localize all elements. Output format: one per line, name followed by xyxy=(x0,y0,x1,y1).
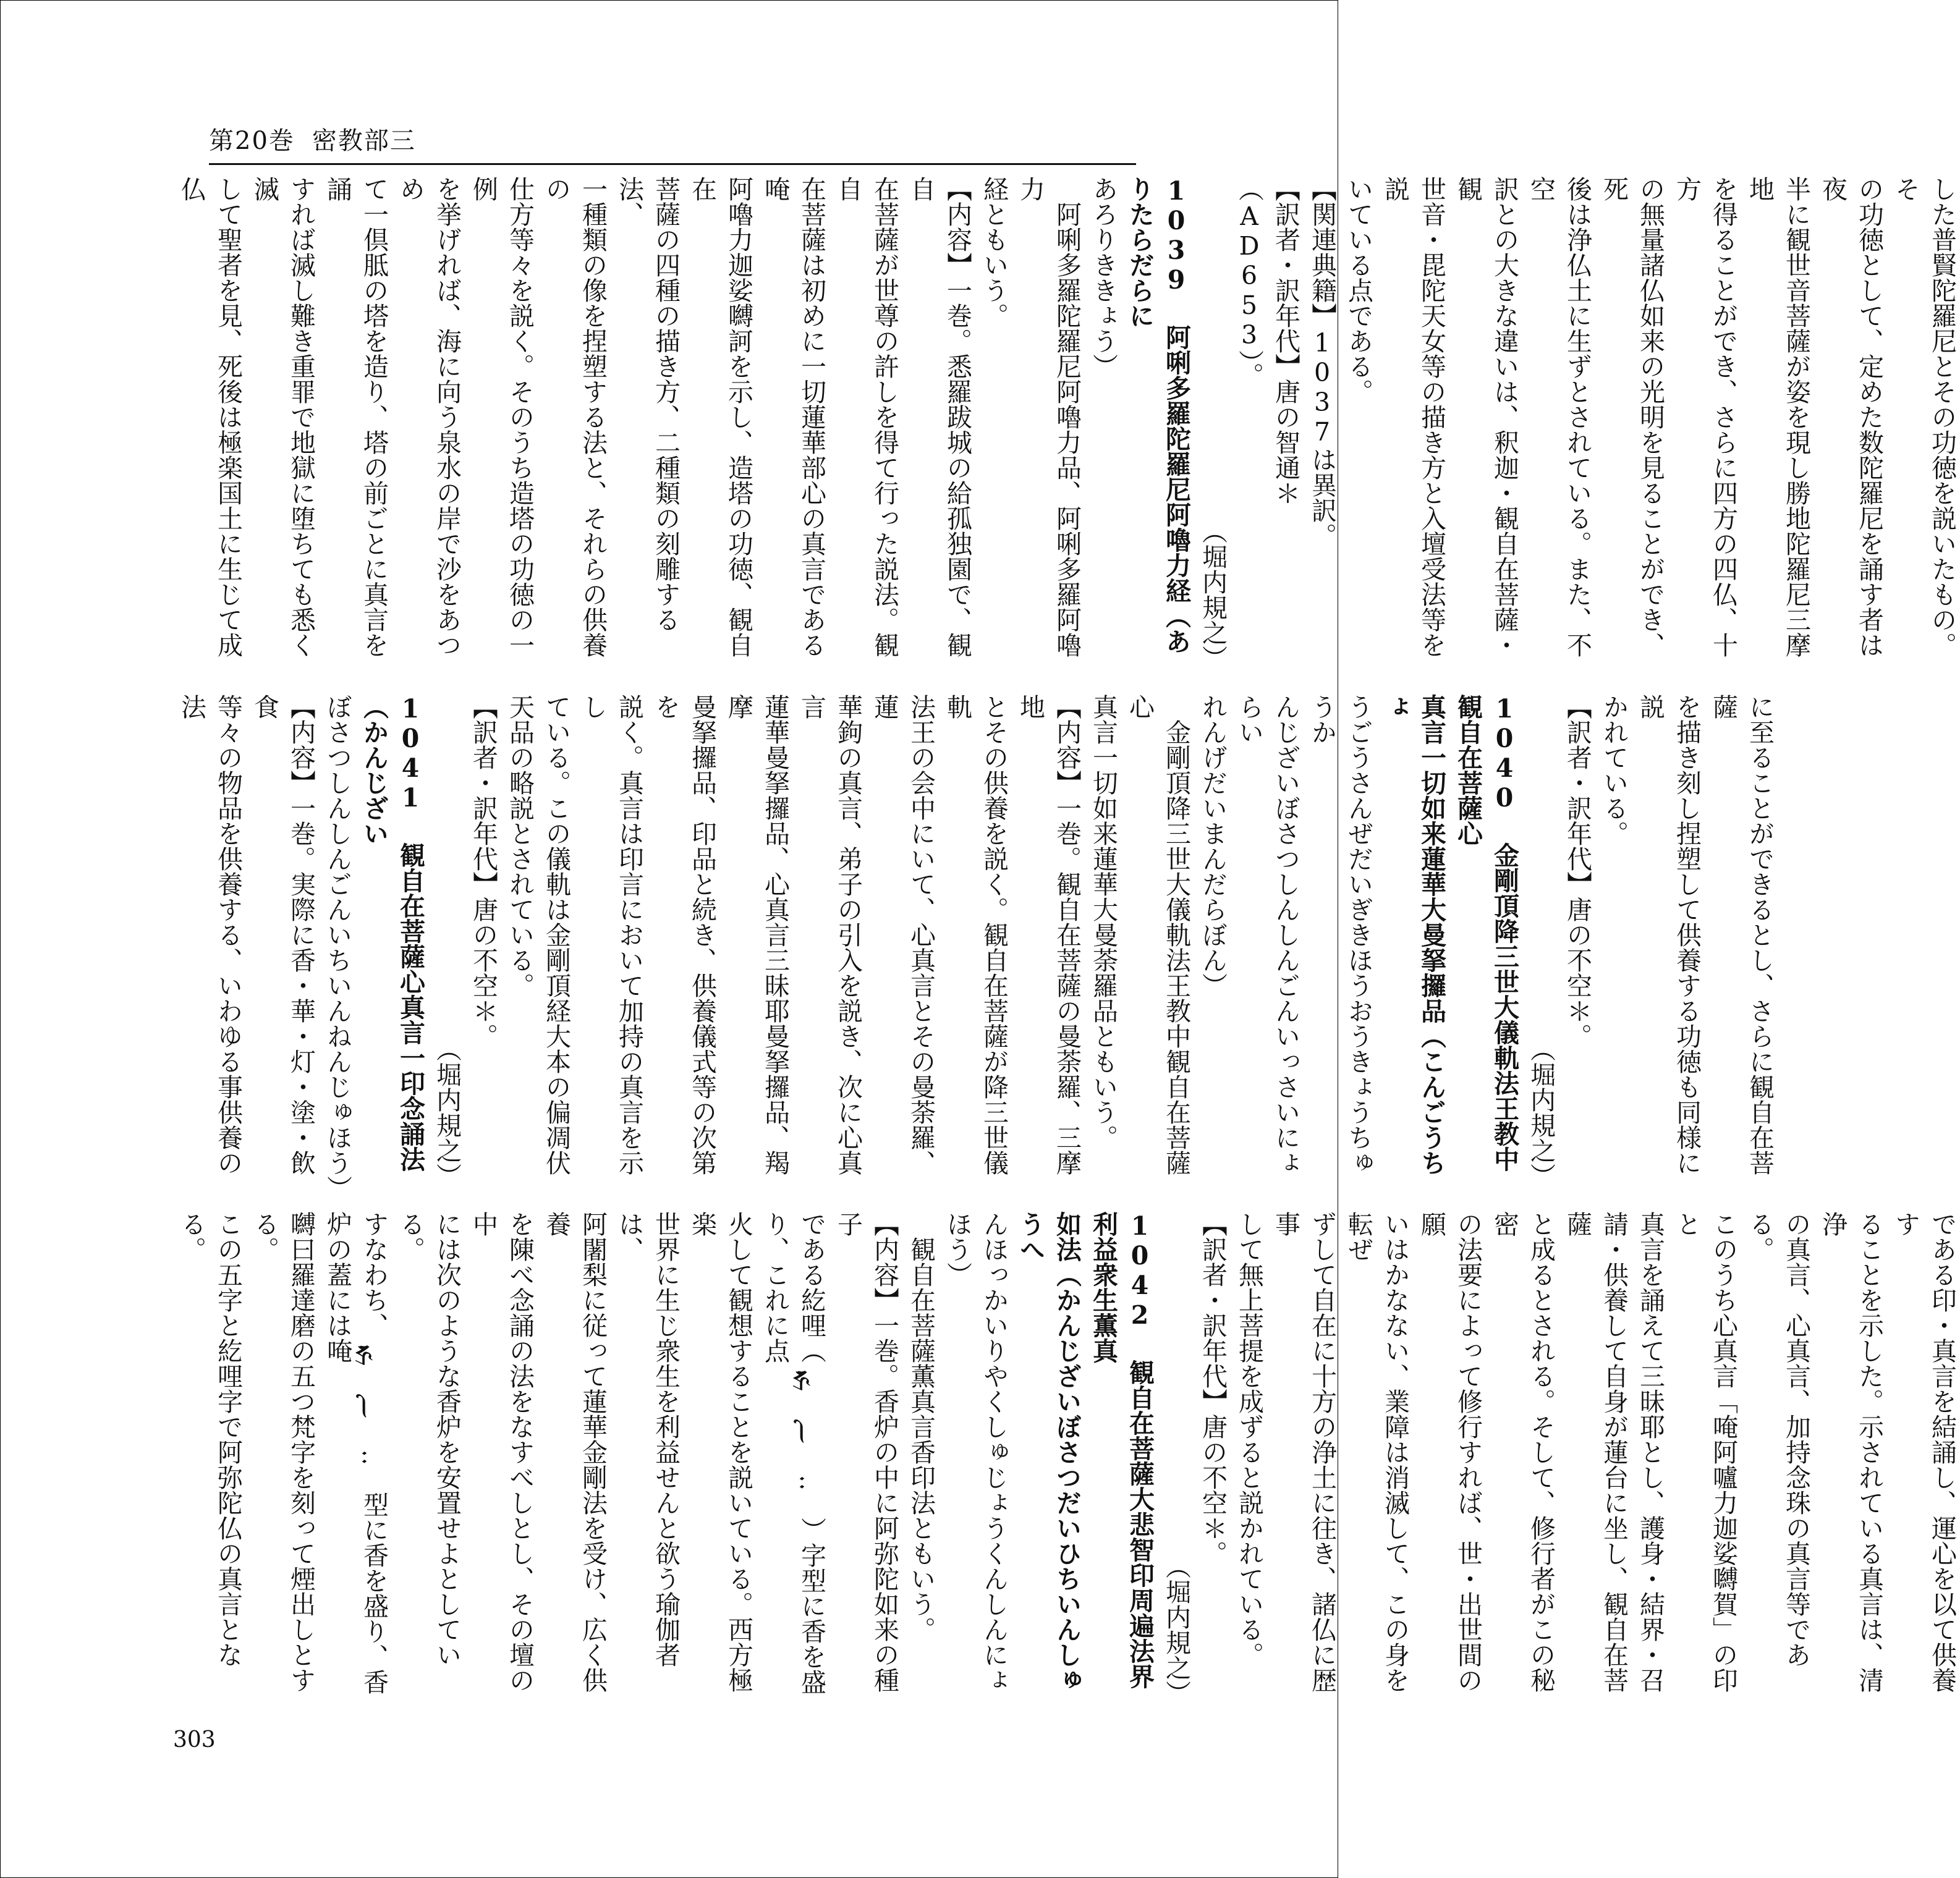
text-band-3 xyxy=(173,1211,1957,1706)
line: 真言一切如来蓮華大曼荼羅品ともいう。 xyxy=(1088,694,1118,1150)
line: いはかなない、業障は消滅して、この身を転ぜ xyxy=(1344,1211,1410,1693)
line: いている点である。 xyxy=(1344,176,1373,404)
band-3-text xyxy=(173,1211,1960,1706)
line: である紇哩（𑖮𑖿𑖨𑖱𑖾）字型に香を盛り、これに点 xyxy=(760,1211,826,1694)
line: 【内容】一巻。悉羅跋城の給孤独園で、観自 xyxy=(906,176,972,658)
line: した普賢陀羅尼とその功徳を説いたもの。そ xyxy=(1891,176,1957,658)
line: 【関連典籍】1037は異訳。 xyxy=(1307,176,1337,548)
line: 請・供養して自身が蓮台に坐し、観自在菩薩 xyxy=(1563,1211,1629,1693)
line: 世音・毘陀天女等の描き方と入壇受法等を説 xyxy=(1380,176,1446,658)
entry-title: 1040 金剛頂降三世大儀軌法王教中観自在菩薩心 xyxy=(1453,694,1519,1172)
line: ることを示した。示されている真言は、清浄 xyxy=(1818,1211,1884,1693)
line: とその供養を説く。観自在菩薩が降三世儀軌 xyxy=(943,694,1009,1175)
line: の法要によって修行すれば、世・出世間の願 xyxy=(1417,1211,1483,1693)
line: れんげだいまんだらぼん） xyxy=(1198,694,1228,998)
line: 説く。真言は印言において加持の真言を示し xyxy=(578,694,644,1175)
line: 半に観世音菩薩が姿を現し勝地陀羅尼三摩地 xyxy=(1745,176,1811,658)
signature: （堀内規之） xyxy=(1198,518,1228,670)
line: このうち心真言「唵阿嚧力迦娑嚩賀」の印と xyxy=(1672,1211,1738,1693)
line: 【内容】一巻。観自在菩薩の曼荼羅、三摩地 xyxy=(1016,694,1082,1175)
line: 【訳者・訳年代】唐の不空＊。 xyxy=(1563,694,1592,1049)
line: 在菩薩は初めに一切蓮華部心の真言である唵 xyxy=(760,176,826,658)
line: 蓮華曼拏攞品、心真言三昧耶曼拏攞品、羯摩 xyxy=(724,694,790,1175)
line: を得ることができ、さらに四方の四仏、十方 xyxy=(1672,176,1738,658)
line: て一倶胝の塔を造り、塔の前ごとに真言を誦 xyxy=(323,176,389,658)
line: 天品の略説とされている。 xyxy=(505,694,535,998)
line: を描き刻し捏塑して供養する功徳も同様に説 xyxy=(1635,694,1702,1175)
band-1-text xyxy=(173,176,1960,670)
section-label: 密教部三 xyxy=(312,127,416,155)
page-number: 303 xyxy=(173,1727,216,1753)
line: 金剛頂降三世大儀軌法王教中観自在菩薩心 xyxy=(1125,694,1191,1175)
entry-title: 1039 阿唎多羅陀羅尼阿嚕力経（ありたらだらに xyxy=(1125,176,1191,654)
line: 【訳者・訳年代】唐の智通＊（AD653）。 xyxy=(1234,176,1300,505)
entry-title: 真言一切如来蓮華大曼拏攞品（こんごうちょ xyxy=(1380,694,1446,1175)
signature: （堀内規之） xyxy=(432,1036,462,1188)
line: 等々の物品を供養する、いわゆる事供養の法 xyxy=(177,694,243,1175)
entry-title: 1042 観自在菩薩大悲智印周遍法界利益衆生薫真 xyxy=(1088,1211,1155,1689)
line: 阿唎多羅陀羅尼阿嚕力品、阿唎多羅阿嚕力 xyxy=(1016,176,1082,658)
entry-title: 如法（かんじざいぼさつだいひちいんしゅうへ xyxy=(1016,1211,1082,1693)
line: すれば滅し難き重罪で地獄に堕ちても悉く滅 xyxy=(250,176,316,658)
line: 世界に生じ衆生を利益せんと欲う瑜伽者は、 xyxy=(614,1211,681,1667)
line: 【訳者・訳年代】唐の不空＊。 xyxy=(469,694,498,1049)
line: 【内容】一巻。香炉の中に阿弥陀如来の種子 xyxy=(833,1211,899,1693)
line: 火して観想することを説いている。西方極楽 xyxy=(687,1211,753,1693)
line: の無量諸仏如来の光明を見ることができ、死 xyxy=(1599,176,1665,658)
header-rule xyxy=(209,163,1136,165)
line: 華鉤の真言、弟子の引入を説き、次に心真言 xyxy=(797,694,863,1175)
line: の真言、心真言、加持念珠の真言等である。 xyxy=(1745,1211,1811,1667)
band-2-text xyxy=(173,694,1778,1201)
line: 仕方等々を説く。そのうち造塔の功徳の一例 xyxy=(469,176,535,658)
line: 【訳者・訳年代】唐の不空＊。 xyxy=(1198,1211,1228,1566)
line: に至ることができるとし、さらに観自在菩薩 xyxy=(1708,694,1775,1175)
line: 阿嚕力迦娑嚩訶を示し、造塔の功徳、観自在 xyxy=(687,176,753,658)
line: 経ともいう。 xyxy=(979,176,1009,328)
line: には次のような香炉を安置せよとしている。 xyxy=(396,1211,462,1667)
line: の功徳として、定めた数陀羅尼を誦す者は夜 xyxy=(1818,176,1884,658)
line: 観自在菩薩薫真言香印法ともいう。 xyxy=(906,1211,936,1642)
line: 嚩曰羅達磨の五つ梵字を刻って煙出しとする。 xyxy=(250,1211,316,1693)
signature: （堀内規之） xyxy=(1161,1554,1191,1706)
line: 曼拏攞品、印品と続き、供養儀式等の次第を xyxy=(651,694,717,1175)
text-band-2 xyxy=(173,694,1775,1201)
line: すなわち、𑖮𑖿𑖨𑖱𑖾型に香を盛り、香炉の蓋には唵 xyxy=(323,1211,389,1694)
line: この五字と紇哩字で阿弥陀仏の真言となる。 xyxy=(177,1211,243,1667)
line: あろりききょう） xyxy=(1088,176,1118,379)
line: ている。この儀軌は金剛頂経大本の偏凋伏 xyxy=(541,694,571,1175)
line: 法王の会中にいて、心真言とその曼荼羅、蓮 xyxy=(870,694,936,1175)
line: して無上菩提を成ずると説かれている。 xyxy=(1234,1211,1264,1667)
line: を挙げれば、海に向う泉水の岸で沙をあつめ xyxy=(396,176,462,658)
line: んじざいぼさつしんしんごんいっさいにょらい xyxy=(1234,694,1300,1175)
line: 訳との大きな違いは、釈迦・観自在菩薩・観 xyxy=(1453,176,1519,658)
entry-title: 1041 観自在菩薩心真言一印念誦法（かんじざい xyxy=(359,694,425,1172)
line: ずして自在に十方の浄土に往き、諸仏に歴事 xyxy=(1271,1211,1337,1693)
line: んほっかいりやくしゅじょうくんしんにょほう） xyxy=(943,1211,1009,1693)
line: 後は浄仏土に生ずとされている。また、不空 xyxy=(1526,176,1592,658)
text-band-1 xyxy=(173,176,1957,670)
line: 【内容】一巻。実際に香・華・灯・塗・飲食 xyxy=(250,694,316,1175)
line: 一種類の像を捏塑する法と、それらの供養の xyxy=(541,176,608,658)
line: 阿闍梨に従って蓮華金剛法を受け、広く供養 xyxy=(541,1211,608,1693)
line: うごうさんぜだいぎきほうおうきょうちゅうか xyxy=(1307,694,1373,1175)
line: を陳べ念誦の法をなすべしとし、その壇の中 xyxy=(469,1211,535,1693)
signature: （堀内規之） xyxy=(1526,1036,1556,1188)
line: 在菩薩が世尊の許しを得て行った説法。観自 xyxy=(833,176,899,658)
line: と成るとされる。そして、修行者がこの秘密 xyxy=(1490,1211,1556,1693)
line: かれている。 xyxy=(1599,694,1629,846)
volume-label: 第20巻 xyxy=(209,127,295,155)
line: 菩薩の四種の描き方、二種類の刻雕する法、 xyxy=(614,176,681,632)
line: である印・真言を結誦し、運心を以て供養す xyxy=(1891,1211,1957,1693)
line: 真言を誦えて三昧耶とし、護身・結界・召 xyxy=(1635,1211,1665,1693)
running-header xyxy=(209,121,416,156)
line: ぼさつしんしんごんいちいんねんじゅほう） xyxy=(323,694,352,1201)
line: して聖者を見、死後は極楽国土に生じて成仏 xyxy=(177,176,243,658)
